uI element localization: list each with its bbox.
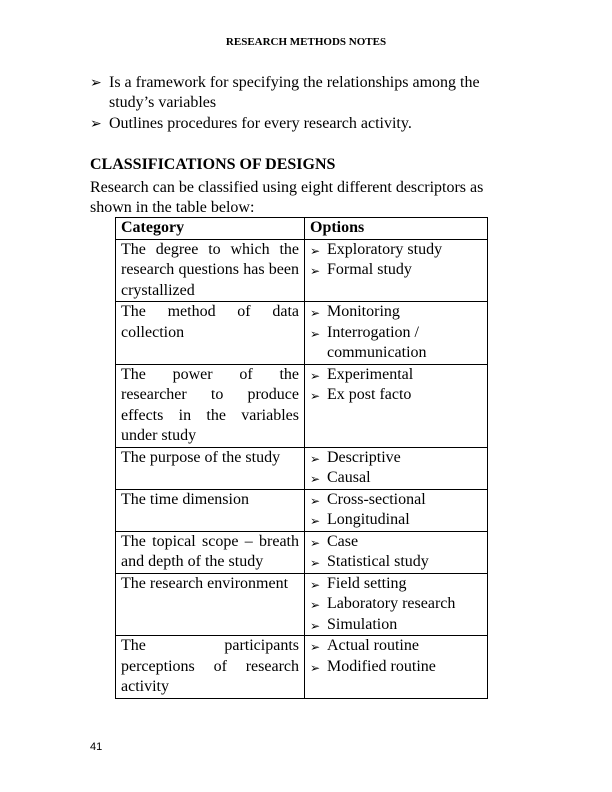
options-list: [310, 365, 482, 406]
option-text: Statistical study: [327, 553, 429, 570]
option-item: [310, 468, 482, 489]
arrow-bullet-icon: ➢: [310, 577, 321, 592]
option-item: [310, 552, 482, 573]
arrow-bullet-icon: ➢: [310, 389, 321, 403]
table-row: [116, 489, 488, 531]
table-row: [116, 239, 488, 302]
table-header-row: [116, 218, 488, 240]
category-cell: The research environment: [116, 573, 305, 636]
option-text: Field setting: [327, 574, 407, 592]
options-cell: [305, 636, 488, 699]
option-text: Laboratory research: [327, 595, 456, 612]
option-text: Causal: [327, 469, 371, 486]
option-text: Descriptive: [327, 448, 401, 466]
running-header: RESEARCH METHODS NOTES: [225, 36, 387, 48]
option-item: [310, 448, 482, 469]
options-cell: [305, 239, 488, 302]
category-cell: The purpose of the study: [116, 447, 305, 489]
table-body: [116, 239, 488, 698]
option-item: [310, 323, 482, 364]
arrow-bullet-icon: ➢: [310, 472, 321, 486]
arrow-bullet-icon: ➢: [310, 514, 321, 528]
category-cell: The topical scope – breath and depth of the study: [116, 531, 305, 573]
options-header: Options: [305, 218, 488, 240]
arrow-bullet-icon: ➢: [310, 264, 321, 278]
option-text: Modified routine: [327, 657, 436, 675]
option-item: [310, 532, 482, 553]
option-item: [310, 260, 482, 281]
option-item: [310, 657, 482, 678]
option-text: Actual routine: [327, 637, 419, 654]
intro-paragraph: Research can be classified using eight different descriptors as shown in the table below:: [90, 179, 484, 216]
arrow-bullet-icon: ➢: [310, 598, 321, 612]
options-list: [310, 636, 482, 677]
arrow-bullet-icon: ➢: [310, 368, 321, 383]
option-text: Interrogation / communication: [327, 323, 427, 361]
category-cell: The participants perceptions of research activity: [116, 636, 305, 699]
table-row: [116, 573, 488, 636]
options-cell: [305, 364, 488, 447]
options-cell: [305, 531, 488, 573]
category-cell: The degree to which the research questions has been crystallized: [116, 239, 305, 302]
arrow-bullet-icon: ➢: [310, 451, 321, 466]
options-cell: [305, 447, 488, 489]
option-text: Experimental: [327, 365, 414, 383]
option-item: [310, 636, 482, 657]
bullet-item: [90, 73, 520, 113]
arrow-bullet-icon: ➢: [310, 493, 321, 508]
option-item: [310, 594, 482, 615]
options-list: [310, 240, 482, 281]
designs-table: [115, 217, 488, 699]
options-cell: [305, 489, 488, 531]
options-list: [310, 302, 482, 364]
option-item: [310, 302, 482, 323]
category-cell: The time dimension: [116, 489, 305, 531]
category-header: Category: [116, 218, 305, 240]
bullet-item: [90, 114, 520, 134]
table-row: [116, 447, 488, 489]
arrow-bullet-icon: ➢: [90, 75, 102, 91]
option-item: [310, 365, 482, 386]
option-text: Cross-sectional: [327, 490, 426, 508]
options-cell: [305, 573, 488, 636]
arrow-bullet-icon: ➢: [90, 116, 102, 132]
option-item: [310, 510, 482, 531]
option-text: Longitudinal: [327, 511, 410, 528]
options-list: [310, 448, 482, 489]
arrow-bullet-icon: ➢: [310, 556, 321, 570]
page-number: 41: [90, 741, 103, 753]
arrow-bullet-icon: ➢: [310, 243, 321, 258]
arrow-bullet-icon: ➢: [310, 326, 321, 341]
table-row: [116, 636, 488, 699]
option-item: [310, 490, 482, 511]
option-text: Simulation: [327, 615, 398, 633]
option-text: Monitoring: [327, 303, 400, 320]
bullet-list: [90, 73, 520, 135]
option-text: Formal study: [327, 261, 412, 278]
arrow-bullet-icon: ➢: [310, 640, 321, 654]
option-text: Ex post facto: [327, 386, 412, 403]
options-list: [310, 532, 482, 573]
table-row: [116, 531, 488, 573]
options-list: [310, 490, 482, 531]
option-text: Exploratory study: [327, 240, 443, 258]
table-row: [116, 364, 488, 447]
option-item: [310, 240, 482, 261]
option-text: Case: [327, 532, 359, 550]
table-row: [116, 302, 488, 365]
option-item: [310, 385, 482, 406]
bullet-text: Outlines procedures for every research activity.: [109, 115, 412, 132]
arrow-bullet-icon: ➢: [310, 306, 321, 320]
options-list: [310, 574, 482, 636]
arrow-bullet-icon: ➢: [310, 660, 321, 675]
arrow-bullet-icon: ➢: [310, 618, 321, 633]
option-item: [310, 574, 482, 595]
options-cell: [305, 302, 488, 365]
category-cell: The method of data collection: [116, 302, 305, 365]
bullet-text: Is a framework for specifying the relationships among the study’s variables: [109, 74, 480, 111]
arrow-bullet-icon: ➢: [310, 535, 321, 550]
section-title: CLASSIFICATIONS OF DESIGNS: [90, 156, 336, 173]
category-cell: The power of the researcher to produce effects in the variables under study: [116, 364, 305, 447]
option-item: [310, 615, 482, 636]
